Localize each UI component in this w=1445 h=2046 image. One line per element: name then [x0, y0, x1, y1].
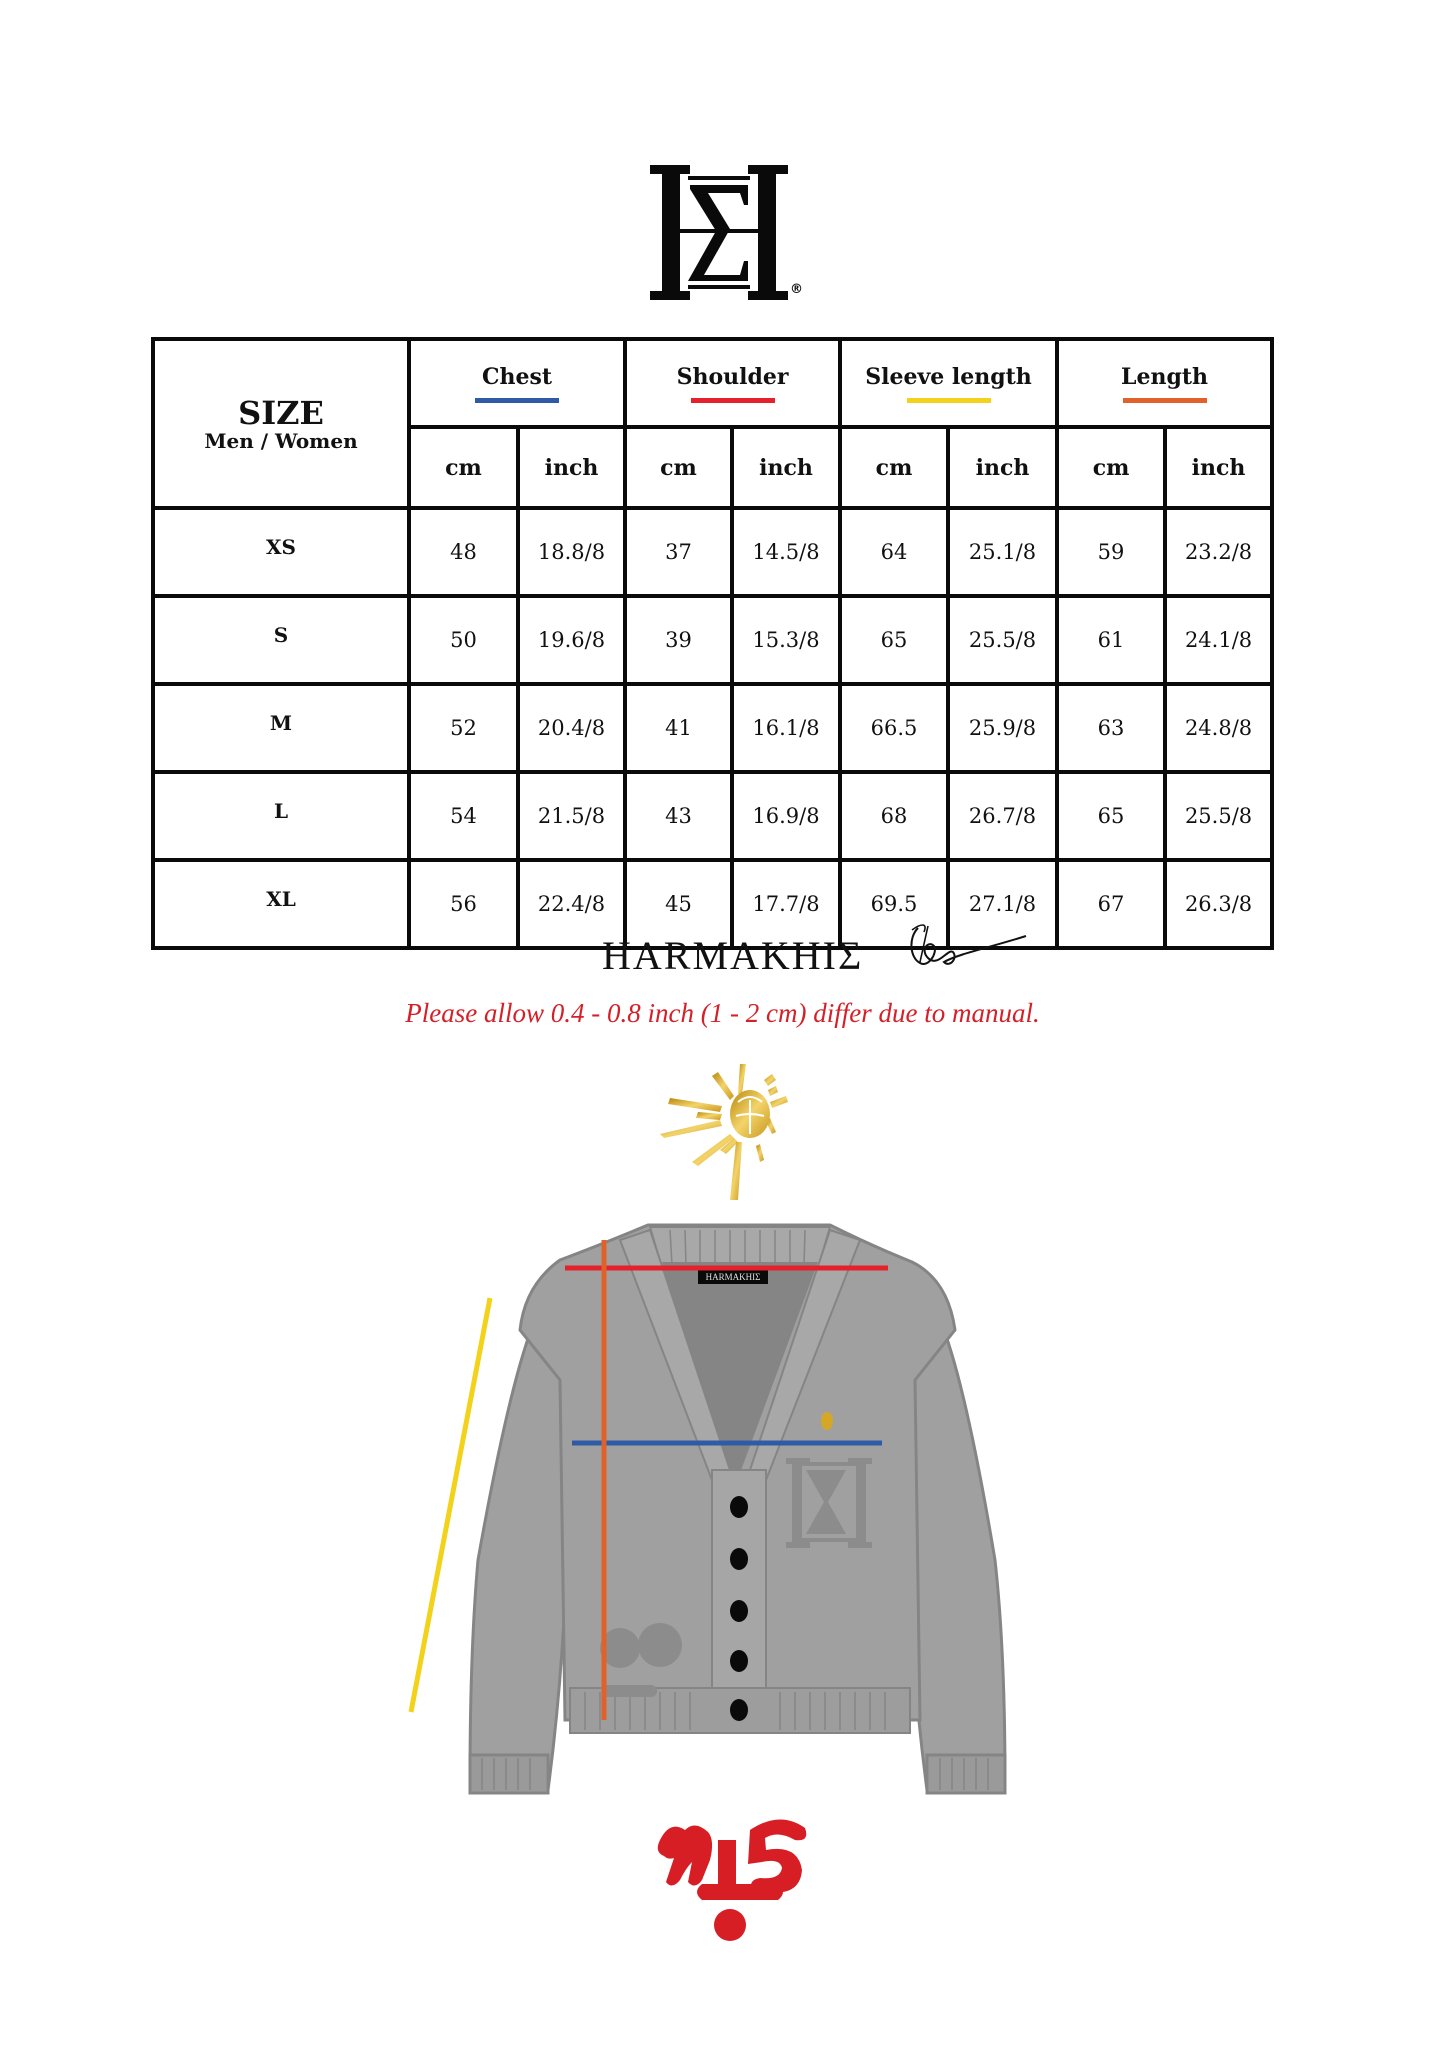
- registered-mark: ®: [790, 282, 803, 297]
- chest-header: Chest: [409, 339, 625, 427]
- table-row: [153, 596, 1272, 684]
- table-cell: 56: [409, 860, 518, 948]
- brand-name: HARMAKHIΣ: [602, 933, 864, 978]
- table-row: [153, 508, 1272, 596]
- size-header-subtitle: Men / Women: [204, 428, 358, 453]
- table-cell: 52: [409, 684, 518, 772]
- table-cell: 24.8/8: [1165, 684, 1272, 772]
- shoulder-header: Shoulder: [625, 339, 840, 427]
- table-cell: 59: [1057, 508, 1165, 596]
- table-cell: 37: [625, 508, 732, 596]
- unit-header: inch: [948, 427, 1057, 508]
- table-cell: 26.7/8: [948, 772, 1057, 860]
- table-cell: 63: [1057, 684, 1165, 772]
- table-cell: 21.5/8: [518, 772, 625, 860]
- table-cell: 25.1/8: [948, 508, 1057, 596]
- table-cell: 67: [1057, 860, 1165, 948]
- chest-color-bar: [475, 398, 559, 403]
- table-cell: 14.5/8: [732, 508, 840, 596]
- table-cell: 68: [840, 772, 948, 860]
- cardigan-diagram: [390, 1210, 1050, 1830]
- table-cell: 26.3/8: [1165, 860, 1272, 948]
- size-label: L: [153, 772, 409, 860]
- table-cell: 16.9/8: [732, 772, 840, 860]
- unit-header: cm: [409, 427, 518, 508]
- size-header-title: SIZE: [238, 393, 324, 432]
- unit-header: inch: [1165, 427, 1272, 508]
- size-label: S: [153, 596, 409, 684]
- table-cell: 69.5: [840, 860, 948, 948]
- table-cell: 24.1/8: [1165, 596, 1272, 684]
- table-cell: 16.1/8: [732, 684, 840, 772]
- sleeve-length-color-bar: [907, 398, 991, 403]
- table-cell: 27.1/8: [948, 860, 1057, 948]
- red-mis-logo-icon: [640, 1800, 820, 1950]
- unit-header: inch: [732, 427, 840, 508]
- table-cell: 54: [409, 772, 518, 860]
- table-cell: 43: [625, 772, 732, 860]
- table-row: [153, 684, 1272, 772]
- size-header: [153, 339, 409, 508]
- table-cell: 66.5: [840, 684, 948, 772]
- eta-sigma-monogram-icon: [650, 165, 800, 300]
- table-cell: 18.8/8: [518, 508, 625, 596]
- golden-scarab-sun-icon: [650, 1062, 800, 1212]
- table-cell: 22.4/8: [518, 860, 625, 948]
- svg-text:HARMAKHIΣ: HARMAKHIΣ: [705, 1272, 761, 1282]
- table-cell: 23.2/8: [1165, 508, 1272, 596]
- length-color-bar: [1123, 398, 1207, 403]
- table-cell: 17.7/8: [732, 860, 840, 948]
- table-cell: 45: [625, 860, 732, 948]
- signature-icon: [898, 918, 1028, 978]
- table-cell: 25.9/8: [948, 684, 1057, 772]
- size-label: XL: [153, 860, 409, 948]
- size-label: M: [153, 684, 409, 772]
- table-cell: 61: [1057, 596, 1165, 684]
- disclaimer-text: Please allow 0.4 - 0.8 inch (1 - 2 cm) differ due to manual.: [405, 998, 1040, 1028]
- table-cell: 20.4/8: [518, 684, 625, 772]
- size-label: XS: [153, 508, 409, 596]
- table-cell: 19.6/8: [518, 596, 625, 684]
- length-header: Length: [1057, 339, 1272, 427]
- table-cell: 39: [625, 596, 732, 684]
- unit-header: cm: [840, 427, 948, 508]
- table-cell: 41: [625, 684, 732, 772]
- unit-header: cm: [1057, 427, 1165, 508]
- unit-header: inch: [518, 427, 625, 508]
- table-cell: 64: [840, 508, 948, 596]
- size-chart-table: [151, 337, 1274, 950]
- shoulder-color-bar: [691, 398, 775, 403]
- sleeve-length-header: Sleeve length: [840, 339, 1057, 427]
- table-row: [153, 772, 1272, 860]
- table-cell: 15.3/8: [732, 596, 840, 684]
- table-cell: 50: [409, 596, 518, 684]
- table-cell: 25.5/8: [948, 596, 1057, 684]
- table-cell: 48: [409, 508, 518, 596]
- right-sleeve: [910, 1320, 1005, 1790]
- table-cell: 65: [840, 596, 948, 684]
- unit-header: cm: [625, 427, 732, 508]
- table-cell: 25.5/8: [1165, 772, 1272, 860]
- left-sleeve: [470, 1320, 565, 1790]
- table-cell: 65: [1057, 772, 1165, 860]
